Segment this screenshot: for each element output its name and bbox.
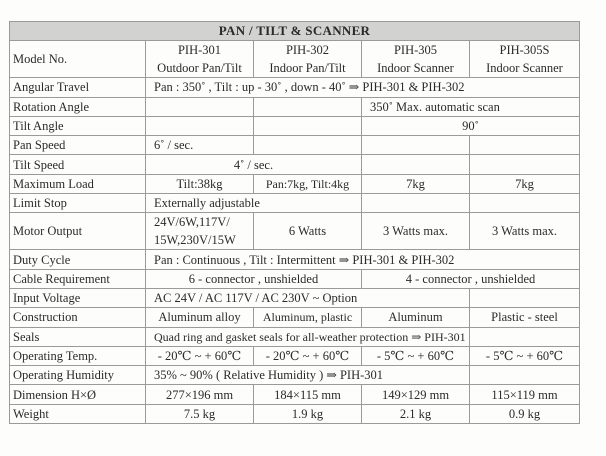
row-value: Aluminum, plastic	[254, 308, 362, 327]
motor-output-line-1: 24V/6W,117V/	[154, 215, 230, 230]
row-label: Dimension H×Ø	[10, 385, 146, 404]
table-row-angular-travel	[10, 78, 580, 97]
row-value: Quad ring and gasket seals for all-weather protection ⇒ PIH-301	[146, 327, 470, 346]
row-value: 115×119 mm	[470, 385, 580, 404]
row-label: Operating Humidity	[10, 366, 146, 385]
row-value: AC 24V / AC 117V / AC 230V ~ Option	[146, 288, 470, 307]
empty-cell	[470, 327, 580, 346]
model-header-pih-305s	[470, 41, 580, 78]
model-header-row	[10, 41, 580, 78]
spec-table	[9, 21, 580, 424]
row-value: 4˚ / sec.	[146, 155, 362, 174]
row-label: Duty Cycle	[10, 250, 146, 269]
empty-cell	[470, 194, 580, 213]
empty-cell	[470, 155, 580, 174]
row-label: Rotation Angle	[10, 97, 146, 116]
model-header-pih-301	[146, 41, 254, 78]
table-row-weight	[10, 404, 580, 423]
table-row-tilt-angle	[10, 116, 580, 135]
row-value: - 20℃ ~ + 60℃	[254, 346, 362, 365]
row-label: Angular Travel	[10, 78, 146, 97]
row-label: Maximum Load	[10, 174, 146, 193]
model-header-pih-302	[254, 41, 362, 78]
row-label: Motor Output	[10, 213, 146, 250]
row-value: 7kg	[470, 174, 580, 193]
row-label: Tilt Angle	[10, 116, 146, 135]
empty-cell	[254, 136, 362, 155]
row-value: 1.9 kg	[254, 404, 362, 423]
row-value: 350˚ Max. automatic scan	[362, 97, 580, 116]
row-value: Pan : Continuous , Tilt : Intermittent ⇒ PIH-301 & PIH-302	[146, 250, 580, 269]
empty-cell	[254, 97, 362, 116]
table-row-pan-speed	[10, 136, 580, 155]
model-type: Indoor Pan/Tilt	[269, 61, 346, 76]
row-label: Seals	[10, 327, 146, 346]
row-value: Pan:7kg, Tilt:4kg	[254, 174, 362, 193]
row-label: Pan Speed	[10, 136, 146, 155]
row-value: 184×115 mm	[254, 385, 362, 404]
empty-cell	[470, 288, 580, 307]
model-type: Outdoor Pan/Tilt	[157, 61, 242, 76]
row-value: Plastic - steel	[470, 308, 580, 327]
table-title: PAN / TILT & SCANNER	[10, 22, 580, 41]
row-value: 6 - connector , unshielded	[146, 269, 362, 288]
row-value: 3 Watts max.	[470, 213, 580, 250]
row-value: - 5℃ ~ + 60℃	[470, 346, 580, 365]
empty-cell	[254, 116, 362, 135]
row-label: Input Voltage	[10, 288, 146, 307]
table-title-row	[10, 22, 580, 41]
table-row-operating-humidity	[10, 366, 580, 385]
row-label: Construction	[10, 308, 146, 327]
row-label: Tilt Speed	[10, 155, 146, 174]
empty-cell	[362, 194, 470, 213]
row-value: 3 Watts max.	[362, 213, 470, 250]
table-row-operating-temp	[10, 346, 580, 365]
row-value: Tilt:38kg	[146, 174, 254, 193]
table-row-dimension	[10, 385, 580, 404]
row-value: Pan : 350˚ , Tilt : up - 30˚ , down - 40˚ ⇒ PIH-301 & PIH-302	[146, 78, 580, 97]
model-header-pih-305	[362, 41, 470, 78]
row-label: Operating Temp.	[10, 346, 146, 365]
table-row-tilt-speed	[10, 155, 580, 174]
model-name: PIH-301	[177, 43, 222, 58]
empty-cell	[362, 136, 470, 155]
row-value: 7kg	[362, 174, 470, 193]
row-value: 6 Watts	[254, 213, 362, 250]
row-value: 277×196 mm	[146, 385, 254, 404]
row-value: Externally adjustable	[146, 194, 362, 213]
row-value: Aluminum alloy	[146, 308, 254, 327]
row-label: Cable Requirement	[10, 269, 146, 288]
row-value: Aluminum	[362, 308, 470, 327]
row-label: Limit Stop	[10, 194, 146, 213]
empty-cell	[146, 97, 254, 116]
model-no-label: Model No.	[10, 41, 146, 78]
empty-cell	[146, 116, 254, 135]
row-value: - 20℃ ~ + 60℃	[146, 346, 254, 365]
row-value: 0.9 kg	[470, 404, 580, 423]
model-type: Indoor Scanner	[377, 61, 454, 76]
table-row-duty-cycle	[10, 250, 580, 269]
empty-cell	[362, 155, 470, 174]
table-row-seals	[10, 327, 580, 346]
model-name: PIH-305	[393, 43, 438, 58]
row-value: 6˚ / sec.	[146, 136, 254, 155]
table-row-motor-output	[10, 213, 580, 250]
row-value: 2.1 kg	[362, 404, 470, 423]
table-row-limit-stop	[10, 194, 580, 213]
empty-cell	[470, 366, 580, 385]
row-value: 4 - connector , unshielded	[362, 269, 580, 288]
model-name: PIH-302	[285, 43, 330, 58]
row-value: 7.5 kg	[146, 404, 254, 423]
row-value: 149×129 mm	[362, 385, 470, 404]
table-row-cable-requirement	[10, 269, 580, 288]
row-value: - 5℃ ~ + 60℃	[362, 346, 470, 365]
motor-output-line-2: 15W,230V/15W	[154, 233, 236, 248]
row-value: 90˚	[362, 116, 580, 135]
row-label: Weight	[10, 404, 146, 423]
row-value: 35% ~ 90% ( Relative Humidity ) ⇒ PIH-301	[146, 366, 470, 385]
model-name: PIH-305S	[499, 43, 550, 58]
empty-cell	[470, 136, 580, 155]
table-row-input-voltage	[10, 288, 580, 307]
row-value	[146, 213, 254, 250]
table-row-construction	[10, 308, 580, 327]
table-row-rotation-angle	[10, 97, 580, 116]
model-type: Indoor Scanner	[486, 61, 563, 76]
table-row-maximum-load	[10, 174, 580, 193]
